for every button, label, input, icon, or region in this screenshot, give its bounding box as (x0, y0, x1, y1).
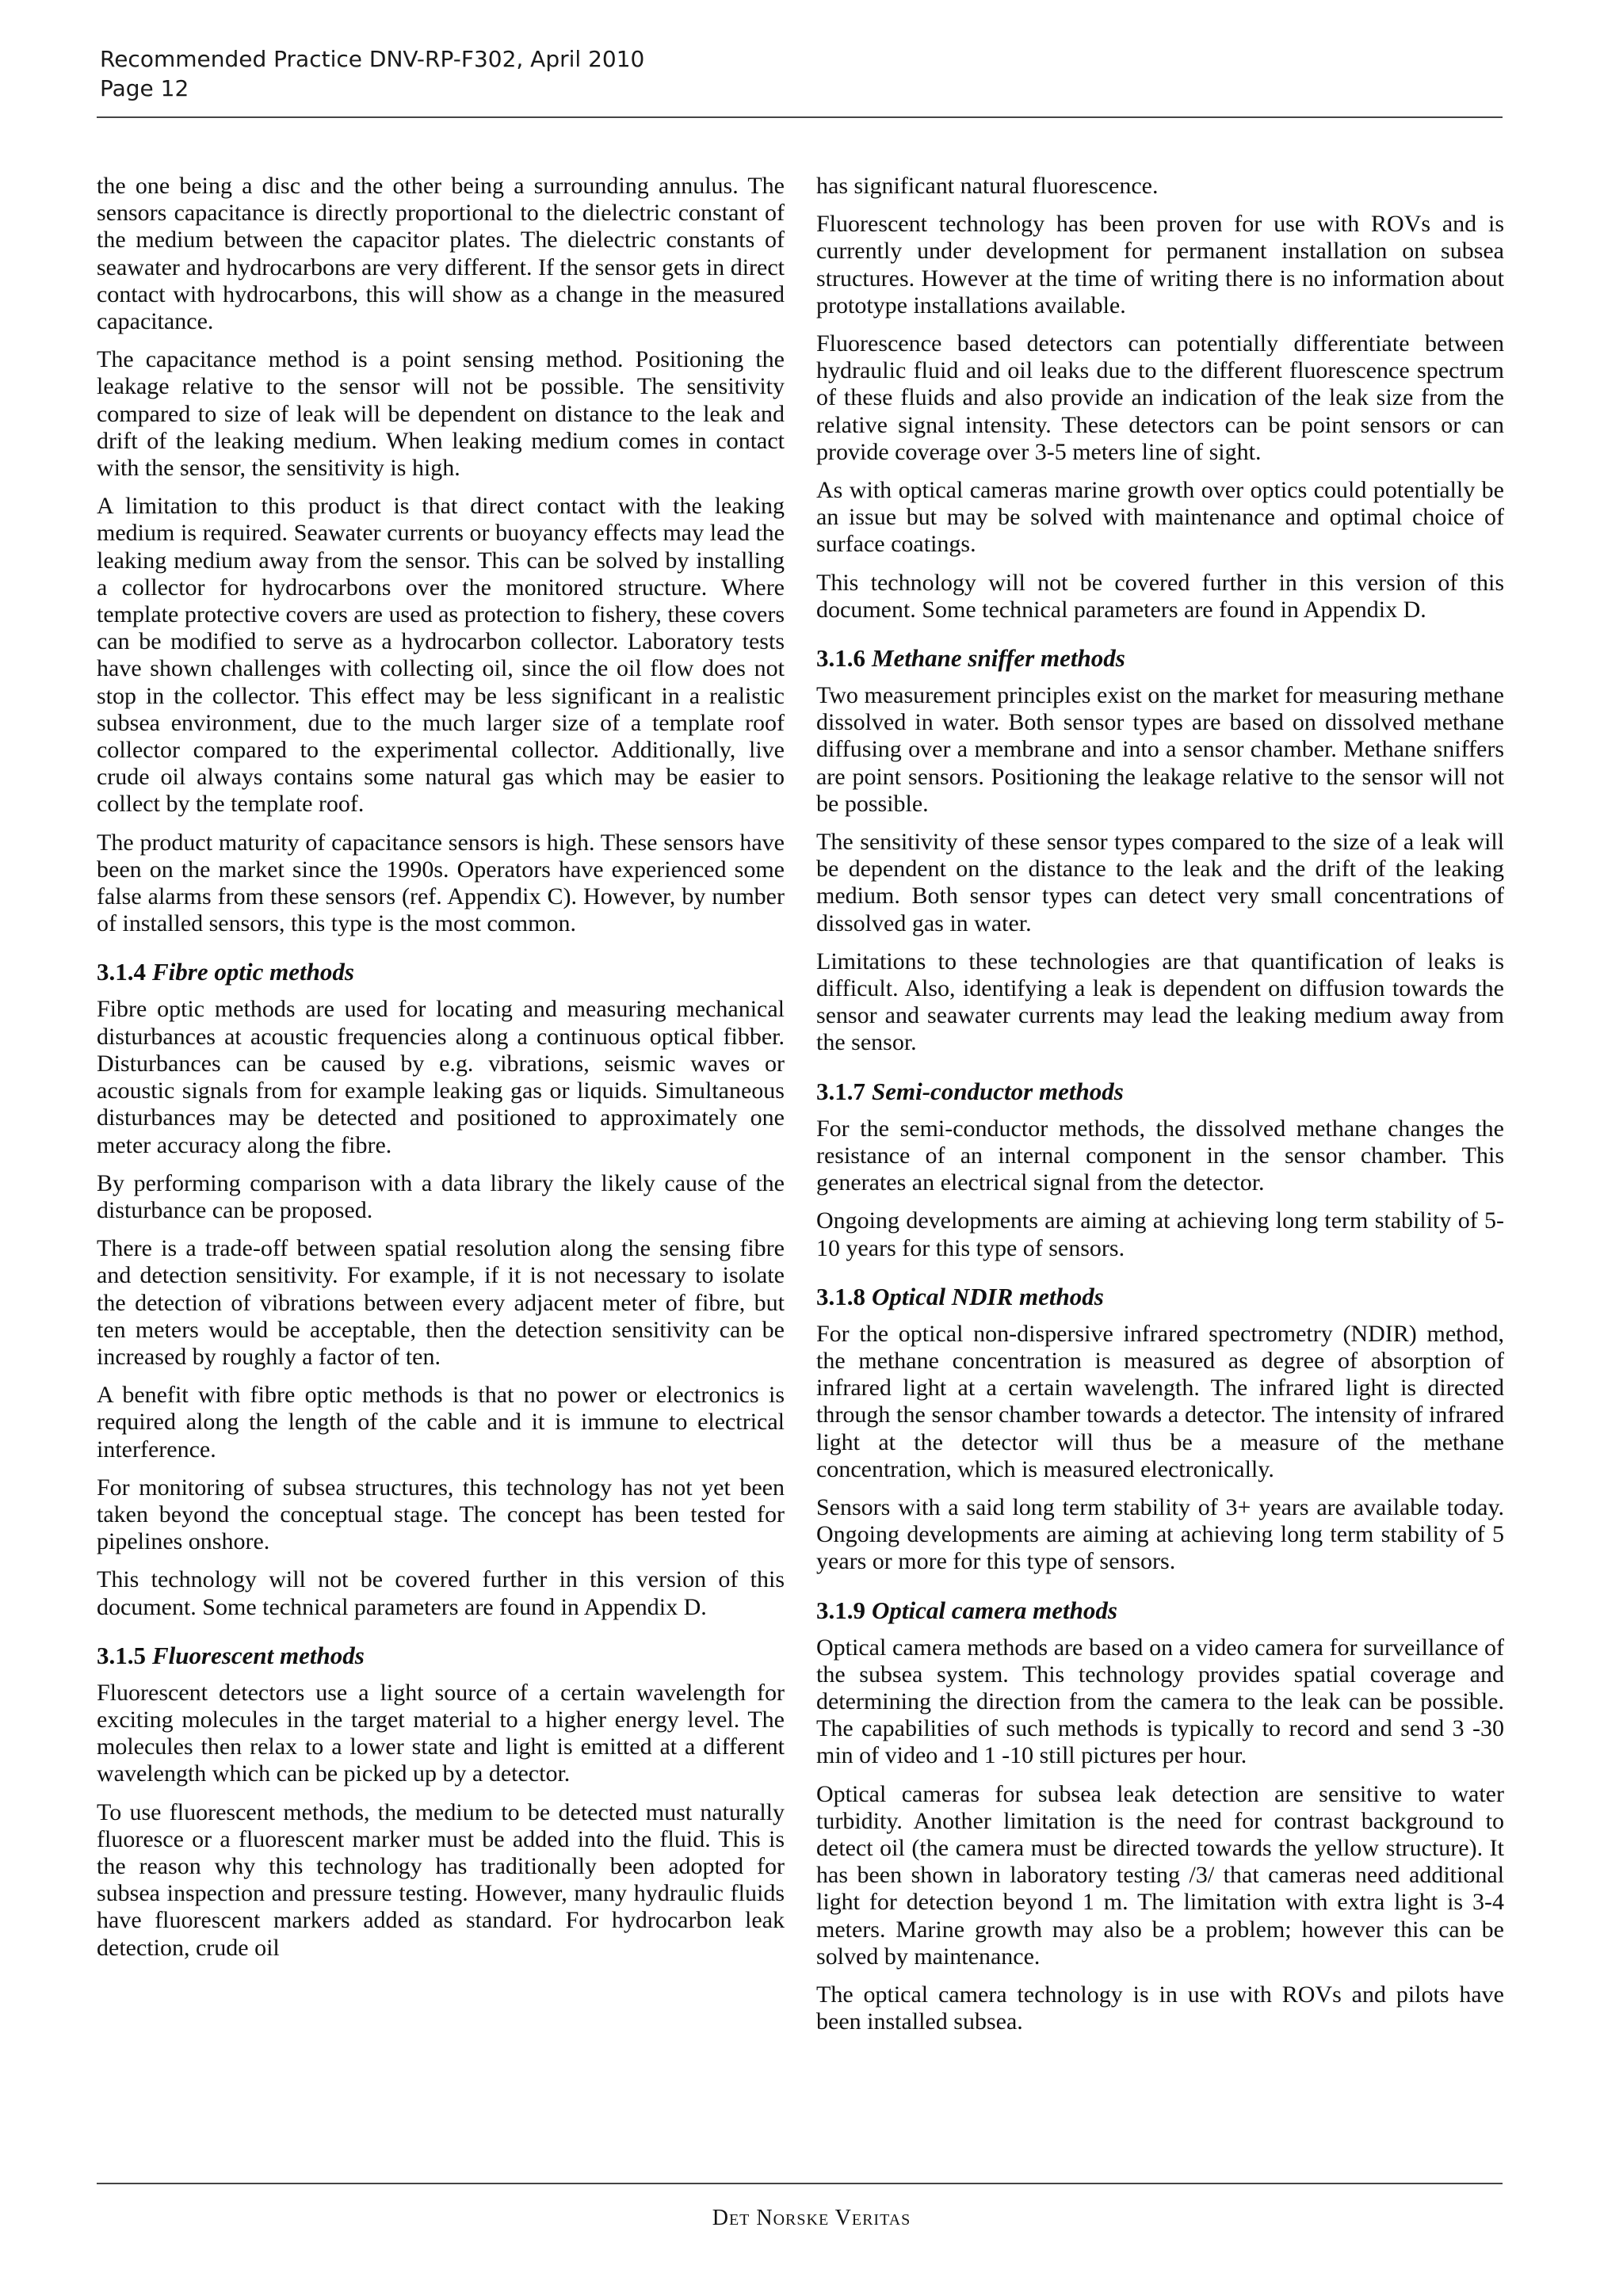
section-heading-3-1-7 (816, 1077, 1504, 1106)
paragraph: The product maturity of capacitance sensors is high. These sensors have been on the market since the 1990s. Operators have experienced some false alarms from these sensors (ref. Appendix C). However, by number of installed sensors, this type is the most common. (97, 829, 785, 937)
paragraph: Two measurement principles exist on the market for measuring methane dissolved in water. Both sensor types are based on dissolved methane diffusing over a membrane and into a sensor chamber. Methane sniffers are point sensors. Positioning the leakage relative to the sensor will not be possible. (816, 682, 1504, 817)
footer-divider (97, 2183, 1503, 2184)
section-number: 3.1.9 (816, 1596, 865, 1624)
paragraph: Optical cameras for subsea leak detection are sensitive to water turbidity. Another limitation is the need for contrast background to detect oil (the camera must be directed towards the yellow structure). It has been shown in laboratory testing /3/ that cameras need additional light for detection beyond 1 m. The limitation with extra light is 3-4 meters. Marine growth may also be a problem; however this can be solved by maintenance. (816, 1780, 1504, 1970)
paragraph: Sensors with a said long term stability of 3+ years are available today. Ongoing developments are aiming at achieving long term stability of 5 years or more for this type of sensors. (816, 1493, 1504, 1575)
document-title: Recommended Practice DNV-RP-F302, April 2010 (100, 46, 645, 72)
paragraph: Fluorescent technology has been proven for use with ROVs and is currently under development for permanent installation on subsea structures. However at the time of writing there is no information about prototype installations available. (816, 211, 1504, 318)
section-title: Optical NDIR methods (872, 1282, 1104, 1310)
section-heading-3-1-5 (97, 1642, 785, 1670)
paragraph: By performing comparison with a data library the likely cause of the disturbance can be proposed. (97, 1169, 785, 1223)
section-heading-3-1-9 (816, 1596, 1504, 1625)
section-number: 3.1.6 (816, 644, 865, 673)
paragraph: A benefit with fibre optic methods is that no power or electronics is required along the length of the cable and it is immune to electrical interference. (97, 1382, 785, 1463)
left-column (97, 173, 785, 1973)
paragraph: For monitoring of subsea structures, this technology has not yet been taken beyond the conceptual stage. The concept has been tested for pipelines onshore. (97, 1474, 785, 1555)
section-heading-3-1-4 (97, 958, 785, 986)
paragraph: To use fluorescent methods, the medium to be detected must naturally fluoresce or a fluorescent marker must be added into the fluid. This is the reason why this technology has traditionally been adopted for subsea inspection and pressure testing. However, many hydraulic fluids have fluorescent markers added as standard. For hydrocarbon leak detection, crude oil (97, 1798, 785, 1961)
header-divider (97, 116, 1503, 118)
section-number: 3.1.7 (816, 1077, 865, 1105)
section-title: Optical camera methods (872, 1596, 1117, 1624)
section-title: Fluorescent methods (152, 1641, 365, 1669)
section-heading-3-1-6 (816, 644, 1504, 673)
paragraph: Fibre optic methods are used for locating and measuring mechanical disturbances at acoustic frequencies along a continuous optical fibber. Disturbances can be caused by e.g. vibrations, seismic waves or acoustic signals from for example leaking gas or liquids. Simultaneous disturbances may be detected and positioned to approximately one meter accuracy along the fibre. (97, 996, 785, 1158)
section-title: Methane sniffer methods (872, 644, 1125, 673)
paragraph: Optical camera methods are based on a video camera for surveillance of the subsea system. This technology provides spatial coverage and determining the direction from the camera to the leak can be possible. The capabilities of such methods is typically to record and send 3 -30 min of video and 1 -10 still pictures per hour. (816, 1634, 1504, 1769)
paragraph: The optical camera technology is in use with ROVs and pilots have been installed subsea. (816, 1981, 1504, 2035)
paragraph: This technology will not be covered further in this version of this document. Some technical parameters are found in Appendix D. (816, 569, 1504, 623)
right-column (816, 173, 1504, 2046)
paragraph: The capacitance method is a point sensing method. Positioning the leakage relative to the sensor will not be possible. The sensitivity compared to size of leak will be dependent on distance to the leak and drift of the leaking medium. When leaking medium comes in contact with the sensor, the sensitivity is high. (97, 346, 785, 482)
paragraph: There is a trade-off between spatial resolution along the sensing fibre and detection sensitivity. For example, if it is not necessary to isolate the detection of vibrations between every adjacent meter of fibre, but ten meters would be acceptable, then the detection sensitivity can be increased by roughly a factor of ten. (97, 1235, 785, 1370)
paragraph: Fluorescent detectors use a light source of a certain wavelength for exciting molecules in the target material to a higher energy level. The molecules then relax to a lower state and light is emitted at a different wavelength which can be picked up by a detector. (97, 1679, 785, 1787)
paragraph: The sensitivity of these sensor types compared to the size of a leak will be dependent on the distance to the leak and the drift of the leaking medium. Both sensor types can detect very small concentrations of dissolved gas in water. (816, 829, 1504, 936)
page-footer: Det Norske Veritas (712, 2206, 911, 2230)
section-number: 3.1.8 (816, 1282, 865, 1310)
paragraph: This technology will not be covered further in this version of this document. Some technical parameters are found in Appendix D. (97, 1566, 785, 1620)
section-number: 3.1.5 (97, 1641, 146, 1669)
page-number: Page 12 (100, 75, 189, 101)
paragraph: A limitation to this product is that direct contact with the leaking medium is required. Seawater currents or buoyancy effects may lead the leaking medium away from the sensor. This can be solved by installing a collector for hydrocarbons over the monitored structure. Where template protective covers are used as protection to fishery, these covers can be modified to serve as a hydrocarbon collector. Laboratory tests have shown challenges with collecting oil, since the oil flow does not stop in the collector. This effect may be less significant in a realistic subsea environment, due to the much larger size of a template roof collector compared to the experimental collector. Additionally, live crude oil always contains some natural gas which may be easier to collect by the template roof. (97, 493, 785, 818)
paragraph: As with optical cameras marine growth over optics could potentially be an issue but may be solved with maintenance and optimal choice of surface coatings. (816, 477, 1504, 558)
paragraph: has significant natural fluorescence. (816, 173, 1159, 199)
paragraph: Ongoing developments are aiming at achieving long term stability of 5-10 years for this type of sensors. (816, 1207, 1504, 1261)
page-header (100, 44, 1503, 103)
paragraph: Limitations to these technologies are that quantification of leaks is difficult. Also, identifying a leak is dependent on diffusion towards the sensor and seawater currents may lead the leaking medium away from the sensor. (816, 948, 1504, 1056)
section-number: 3.1.4 (97, 958, 146, 986)
paragraph: For the semi-conductor methods, the dissolved methane changes the resistance of an internal component in the sensor chamber. This generates an electrical signal from the detector. (816, 1115, 1504, 1196)
section-title: Semi-conductor methods (872, 1077, 1124, 1105)
section-title: Fibre optic methods (152, 958, 354, 986)
section-heading-3-1-8 (816, 1283, 1504, 1311)
paragraph: Fluorescence based detectors can potentially differentiate between hydraulic fluid and oil leaks due to the different fluorescence spectrum of these fluids and also provide an indication of the leak size from the relative signal intensity. These detectors can be point sensors or can provide coverage over 3-5 meters line of sight. (816, 330, 1504, 465)
paragraph: the one being a disc and the other being a surrounding annulus. The sensors capacitance is directly proportional to the dielectric constant of the medium between the capacitor plates. The dielectric constants of seawater and hydrocarbons are very different. If the sensor gets in direct contact with hydrocarbons, this will show as a change in the measured capacitance. (97, 173, 785, 335)
paragraph: For the optical non-dispersive infrared spectrometry (NDIR) method, the methane concentration is measured as degree of absorption of infrared light at a certain wavelength. The infrared light is directed through the sensor chamber towards a detector. The intensity of infrared light at the detector will thus be a measure of the methane concentration, which is measured electronically. (816, 1320, 1504, 1482)
